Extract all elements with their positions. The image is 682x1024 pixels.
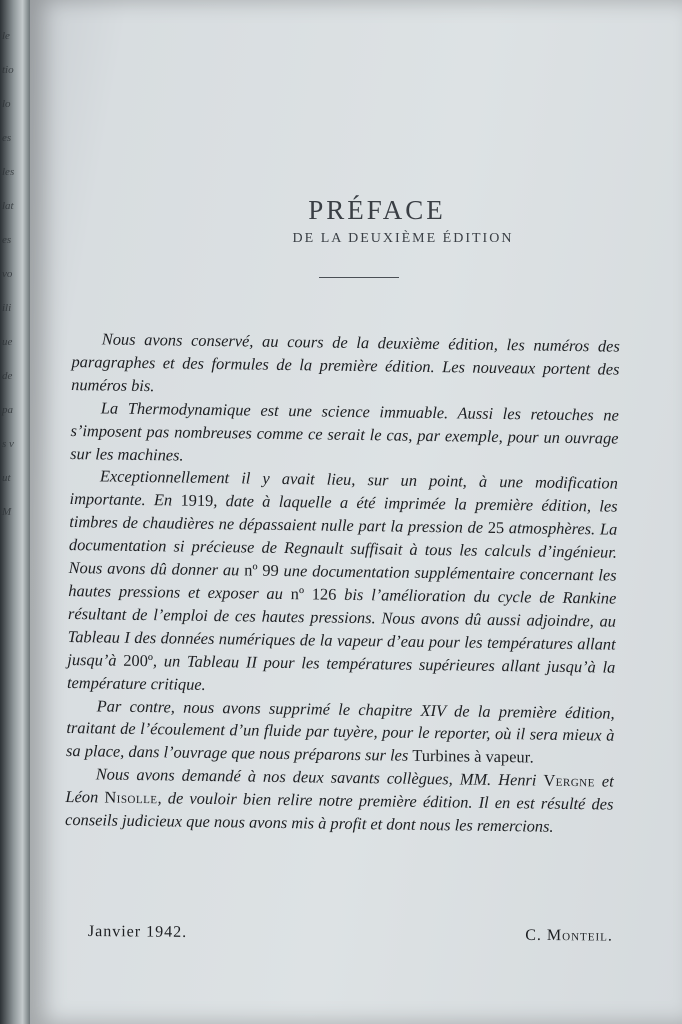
paragraph-segment: Vergne	[543, 770, 596, 791]
paragraph-segment: Nous avons demandé à nos deux savants collègues, MM. Henri	[95, 764, 544, 790]
paragraph-segment: Nisolle	[104, 787, 158, 808]
facing-page-fragment: ue	[2, 336, 13, 348]
paragraph-segment: Exceptionnellement il y avait lieu, sur un point, à une modification importante. En	[69, 466, 619, 510]
title-divider	[319, 277, 399, 278]
paragraph-5	[65, 763, 614, 839]
page-title: PRÉFACE	[308, 195, 446, 225]
preface-footer	[88, 923, 613, 952]
facing-page-fragment: s v	[2, 438, 14, 450]
paragraph-segment: 25	[487, 518, 505, 538]
paragraph-segment: , de vouloir bien relire notre première édition. Il en est résulté des conseils judicieux que nous avons mis à profit et dont nous les remercions.	[65, 788, 614, 836]
facing-page-fragment: les	[2, 166, 15, 178]
paragraph-segment: Nous avons conservé, au cours de la deuxième édition, les numéros des paragraphes et des formules de la première édition. Les nouveaux portent des numéros bis.	[71, 329, 620, 395]
paragraph-segment: La Thermodynamique est une science immuable. Aussi les retouches ne s’imposent pas nombreuses comme ce serait le cas, par exemple, pour un ouvrage sur les machines.	[70, 398, 619, 465]
facing-page-fragment: le	[2, 30, 10, 42]
book-page	[30, 0, 682, 1024]
facing-page-fragment: de	[2, 370, 13, 382]
facing-page-fragment: es	[2, 234, 12, 246]
paragraph-segment: Par contre, nous avons supprimé le chapitre XIV de la première édition, traitant de l’écoulement d’un fluide par tuyère, pour le reporter, où il sera mieux à sa place, dans l’ouvrage que nous préparons sur les	[65, 695, 615, 766]
paragraph-2	[70, 397, 619, 473]
paragraph-segment: Turbines à vapeur	[412, 746, 531, 767]
facing-page-fragment: vo	[2, 268, 13, 280]
paragraph-segment: atmosphères. La documentation si précieuse de Regnault suffisait à tous les calculs d’ingénieur. Nous avons dû donner au	[68, 518, 618, 580]
facing-page-fragment: es	[2, 132, 12, 144]
paragraph-segment: bis l’amélioration du cycle de Rankine résultant de l’emploi de ces hautes pressions. Nous avons dû aussi adjoindre, au Tableau I des données numériques de la vapeur d’eau pour les températures allant jusqu’à	[67, 584, 617, 670]
preface-body	[65, 328, 620, 840]
paragraph-segment: nº 126	[290, 584, 337, 604]
paragraph-segment: .	[529, 747, 535, 767]
paragraph-segment: et Léon	[65, 771, 614, 807]
facing-page-fragment: pa	[2, 404, 13, 416]
paragraph-segment: une documentation supplémentaire concernant les hautes pressions et exposer au	[68, 560, 617, 604]
paragraph-4	[66, 694, 615, 770]
facing-page-fragment: M	[2, 506, 12, 518]
facing-page-fragment: lo	[2, 98, 11, 110]
paragraph-3	[67, 465, 618, 702]
page-subtitle: DE LA DEUXIÈME ÉDITION	[292, 231, 514, 246]
author-signature: C. Monteil.	[525, 926, 613, 945]
facing-page-fragment: tio	[2, 64, 14, 76]
preface-date: Janvier 1942.	[87, 923, 188, 941]
facing-page-fragment: lat	[2, 200, 14, 212]
paragraph-segment: , un Tableau II pour les températures supérieures allant jusqu’à la température critique.	[66, 650, 616, 694]
paragraph-1	[71, 328, 620, 404]
facing-page-fragment: ut	[2, 472, 11, 484]
paragraph-segment: , date à laquelle a été imprimée la première édition, les timbres de chaudières ne dépassaient nulle part la pression de	[69, 491, 618, 538]
preface-heading	[30, 195, 682, 247]
paragraph-segment: nº 99	[244, 560, 279, 580]
facing-page-fragment: ili	[2, 302, 12, 314]
paragraph-segment: 200º	[123, 650, 154, 670]
paragraph-segment: 1919	[180, 490, 214, 511]
previous-page-edge	[0, 0, 30, 1024]
